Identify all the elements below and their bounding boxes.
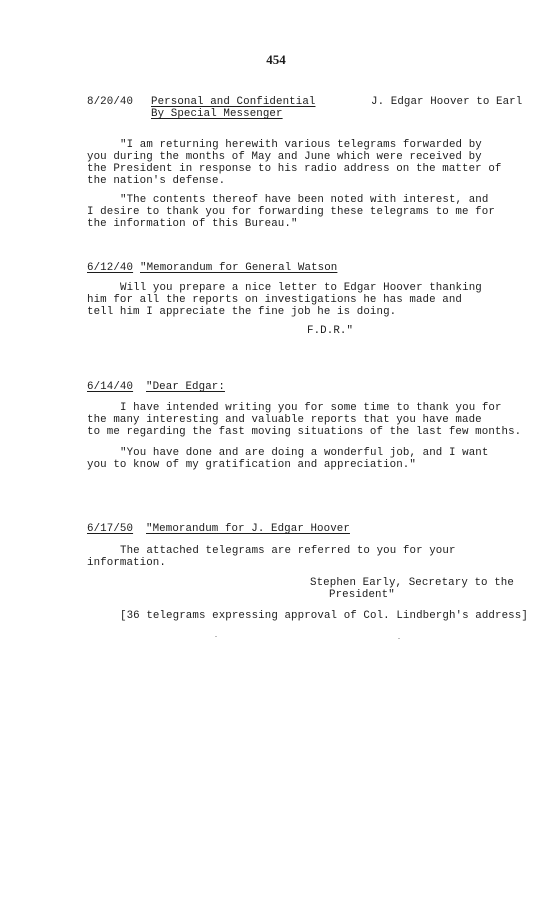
scan-speck bbox=[398, 638, 400, 639]
text-line: "I am returning herewith various telegrams forwarded by bbox=[120, 139, 482, 151]
entry-label: Personal and Confidential bbox=[151, 96, 316, 108]
entry-correspondents: J. Edgar Hoover to Earl bbox=[371, 96, 523, 108]
entry-date: 6/14/40 bbox=[87, 381, 134, 393]
page-number: 454 bbox=[266, 52, 286, 67]
entry-title: "Memorandum for J. Edgar Hoover bbox=[146, 523, 350, 535]
text-line: you to know of my gratification and appreciation." bbox=[87, 459, 416, 471]
entry-label: By Special Messenger bbox=[151, 108, 283, 120]
text-line: "The contents thereof have been noted with interest, and bbox=[120, 194, 489, 206]
entry-date: 6/17/50 bbox=[87, 523, 134, 535]
entry-title: "Memorandum for General Watson bbox=[140, 262, 338, 274]
text-line: the President in response to his radio address on the matter of bbox=[87, 163, 502, 175]
text-line: tell him I appreciate the fine job he is doing. bbox=[87, 306, 397, 318]
entry-date: 8/20/40 bbox=[87, 96, 134, 108]
text-line: I have intended writing you for some time to thank you for bbox=[120, 402, 502, 414]
text-line: you during the months of May and June which were received by bbox=[87, 151, 482, 163]
text-line: the many interesting and valuable reports that you have made bbox=[87, 414, 482, 426]
entry-title: "Dear Edgar: bbox=[146, 381, 225, 393]
text-line: I desire to thank you for forwarding these telegrams to me for bbox=[87, 206, 495, 218]
text-line: the nation's defense. bbox=[87, 175, 226, 187]
bracketed-note: [36 telegrams expressing approval of Col. Lindbergh's address] bbox=[120, 610, 528, 622]
text-line: him for all the reports on investigations he has made and bbox=[87, 294, 463, 306]
text-line: Will you prepare a nice letter to Edgar Hoover thanking bbox=[120, 282, 482, 294]
signature: F.D.R." bbox=[307, 325, 354, 337]
text-line: information. bbox=[87, 557, 166, 569]
text-line: the information of this Bureau." bbox=[87, 218, 298, 230]
text-line: to me regarding the fast moving situations of the last few months. bbox=[87, 426, 522, 438]
signature: President" bbox=[329, 589, 395, 601]
text-line: "You have done and are doing a wonderful job, and I want bbox=[120, 447, 489, 459]
signature: Stephen Early, Secretary to the bbox=[310, 577, 514, 589]
text-line: The attached telegrams are referred to you for your bbox=[120, 545, 456, 557]
entry-date: 6/12/40 bbox=[87, 262, 134, 274]
scan-speck bbox=[215, 636, 217, 637]
